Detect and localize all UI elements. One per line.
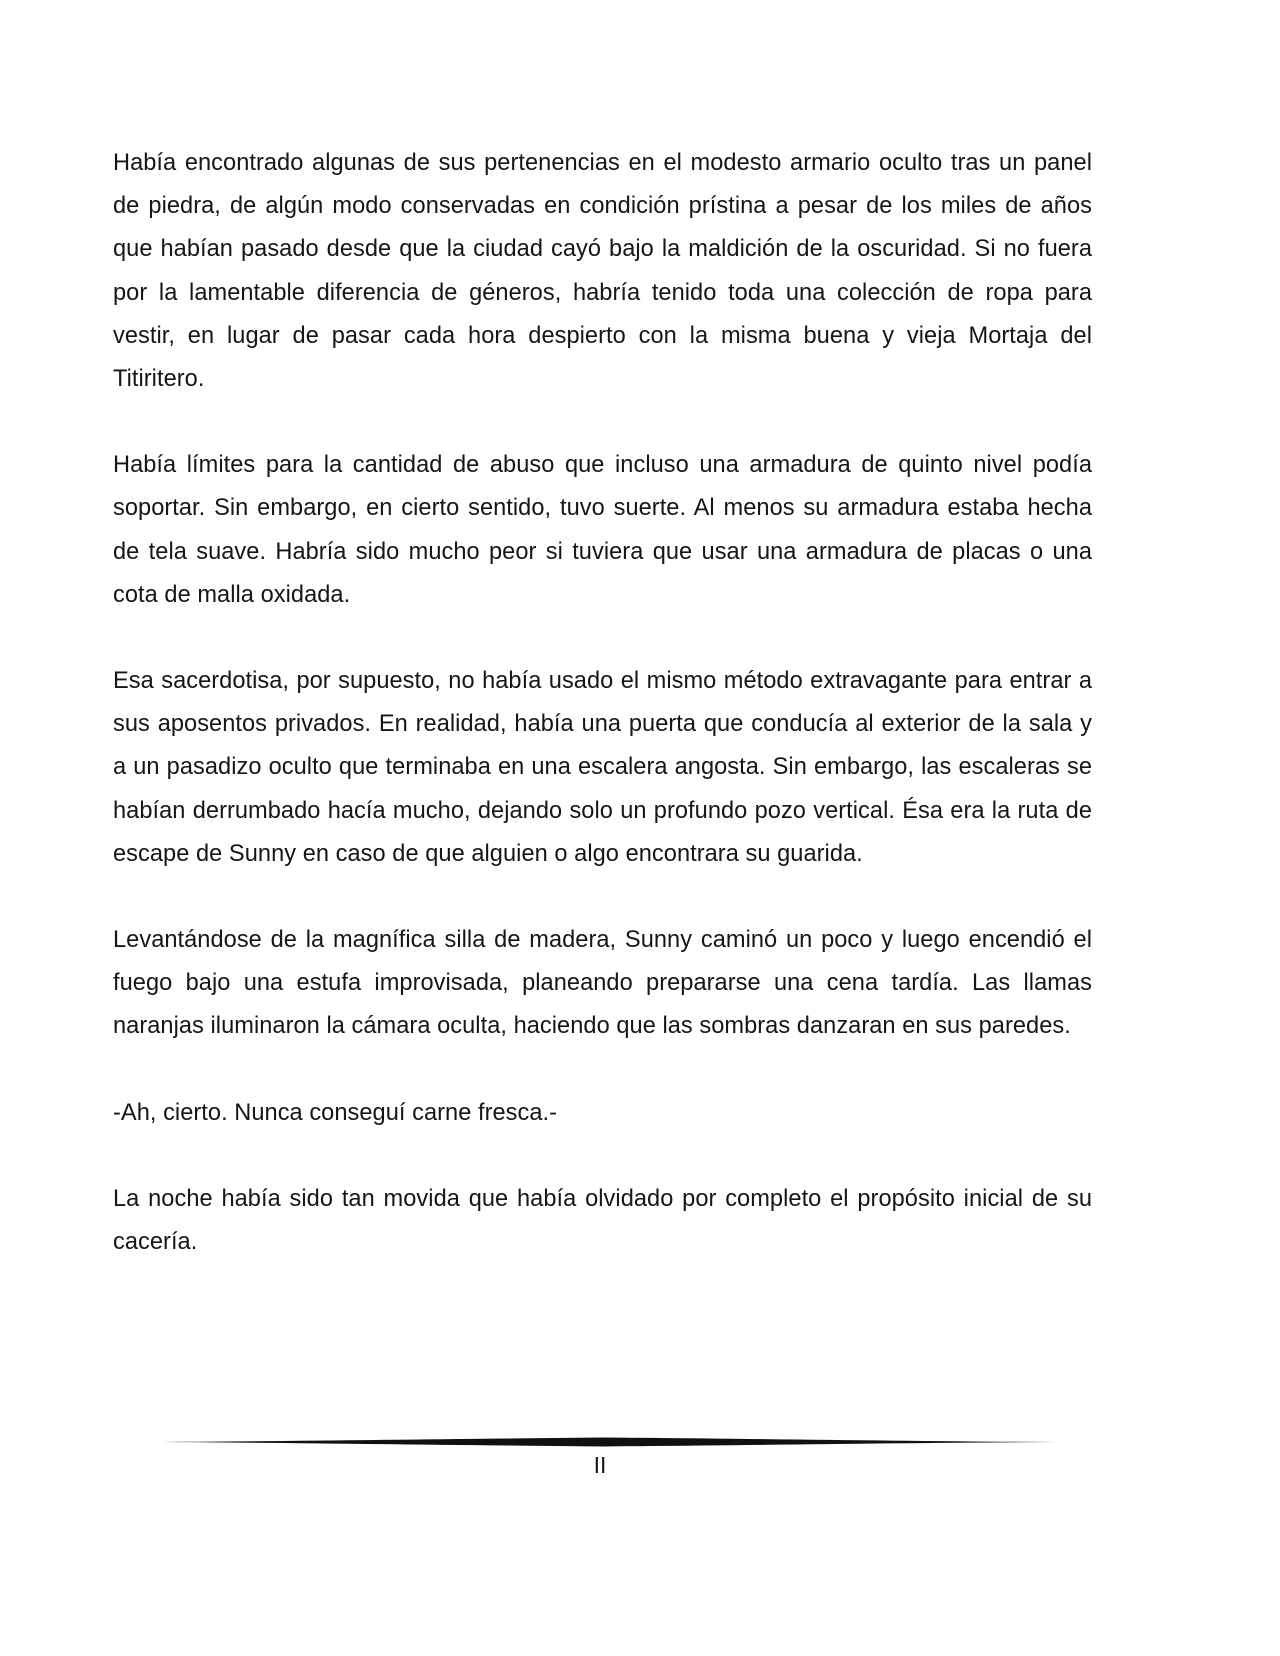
paragraph-4: Levantándose de la magnífica silla de madera, Sunny caminó un poco y luego encendió el fuego bajo una estufa improvisada, planeando prepararse una cena tardía. Las llamas naranjas iluminaron la cámara oculta, haciendo que las sombras danzaran en sus paredes. [113,927,1092,1040]
paragraph-5: -Ah, cierto. Nunca conseguí carne fresca.- [113,1099,558,1126]
paragraph-3: Esa sacerdotisa, por supuesto, no había usado el mismo método extravagante para entrar a sus aposentos privados. En realidad, había una puerta que conducía al exterior de la sala y a un pasadizo oculto que terminaba en una escalera angosta. Sin embargo, las escaleras se habían derrumbado hacía mucho, dejando solo un profundo pozo vertical. Ésa era la ruta de escape de Sunny en caso de que alguien o algo encontrara su guarida. [113,668,1092,867]
footer-divider [150,1436,1056,1448]
page-number: II [593,1452,607,1478]
paragraph-1: Había encontrado algunas de sus pertenencias en el modesto armario oculto tras un panel de piedra, de algún modo conservadas en condición prístina a pesar de los miles de años que habían pasado desde que la ciudad cayó bajo la maldición de la oscuridad. Si no fuera por la lamentable diferencia de géneros, habría tenido toda una colección de ropa para vestir, en lugar de pasar cada hora despierto con la misma buena y vieja Mortaja del Titiritero. [113,150,1092,393]
body-text [113,142,1092,1307]
paragraph-2: Había límites para la cantidad de abuso que incluso una armadura de quinto nivel podía soportar. Sin embargo, en cierto sentido, tuvo suerte. Al menos su armadura estaba hecha de tela suave. Habría sido mucho peor si tuviera que usar una armadura de placas o una cota de malla oxidada. [113,452,1092,608]
paragraph-6: La noche había sido tan movida que había olvidado por completo el propósito inicial de su cacería. [113,1185,1092,1256]
